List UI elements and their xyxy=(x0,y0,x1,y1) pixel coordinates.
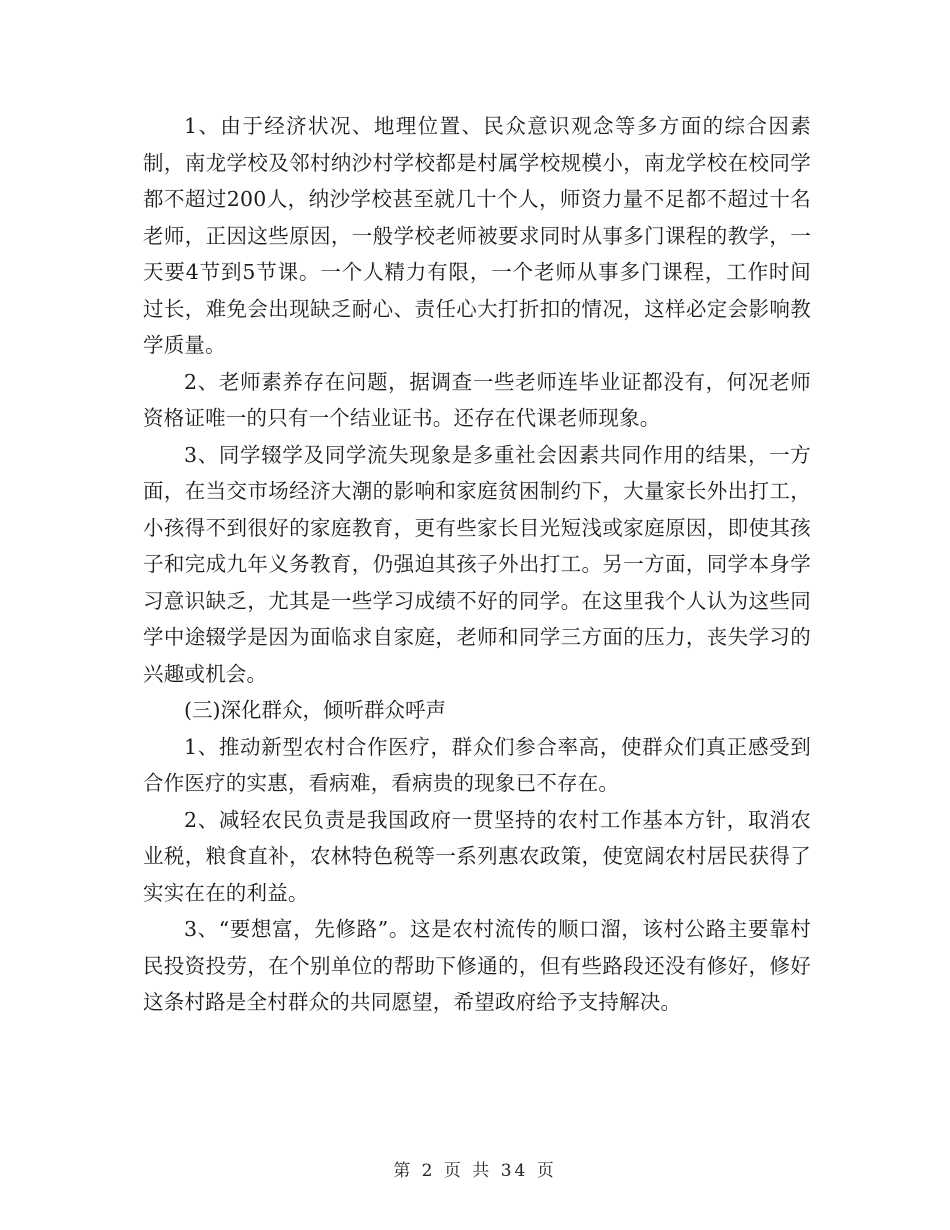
document-body xyxy=(143,108,811,1021)
paragraph-village-road: 3、“要想富，先修路”。这是农村流传的顺口溜，该村公路主要靠村民投资投劳，在个别单位的帮助下修通的，但有些路段还没有修好，修好这条村路是全村群众的共同愿望，希望政府给予支持解决。 xyxy=(143,917,811,1014)
paragraph-teacher-workload: 1、由于经济状况、地理位置、民众意识观念等多方面的综合因素制，南龙学校及邻村纳沙村学校都是村属学校规模小，南龙学校在校同学都不超过200人，纳沙学校甚至就几十个人，师资力量不足都不超过十名老师，正因这些原因，一般学校老师被要求同时从事多门课程的教学，一天要4节到5节课。一个人精力有限，一个老师从事多门课程，工作时间过长，难免会出现缺乏耐心、责任心大打折扣的情况，这样必定会影响教学质量。 xyxy=(143,114,811,357)
paragraph-farmer-burden: 2、减轻农民负责是我国政府一贯坚持的农村工作基本方针，取消农业税，粮食直补，农林特色税等一系列惠农政策，使宽阔农村居民获得了实实在在的利益。 xyxy=(143,807,811,905)
paragraph-teacher-quality: 2、老师素养存在问题，据调查一些老师连毕业证都没有，何况老师资格证唯一的只有一个结业证书。还存在代课老师现象。 xyxy=(143,369,811,430)
paragraph-medical-cooperation: 1、推动新型农村合作医疗，群众们参合率高，使群众们真正感受到合作医疗的实惠，看病难，看病贵的现象已不存在。 xyxy=(143,734,811,795)
section-heading: (三)深化群众，倾听群众呼声 xyxy=(184,698,446,722)
page-number-footer: 第 2 页 共 34 页 xyxy=(393,1161,557,1181)
paragraph-student-dropout: 3、同学辍学及同学流失现象是多重社会因素共同作用的结果，一方面，在当交市场经济大潮的影响和家庭贫困制约下，大量家长外出打工，小孩得不到很好的家庭教育，更有些家长目光短浅或家庭原因，即使其孩子和完成九年义务教育，仍强迫其孩子外出打工。另一方面，同学本身学习意识缺乏，尤其是一些学习成绩不好的同学。在这里我个人认为这些同学中途辍学是因为面临求自家庭，老师和同学三方面的压力，丧失学习的兴趣或机会。 xyxy=(143,442,811,686)
